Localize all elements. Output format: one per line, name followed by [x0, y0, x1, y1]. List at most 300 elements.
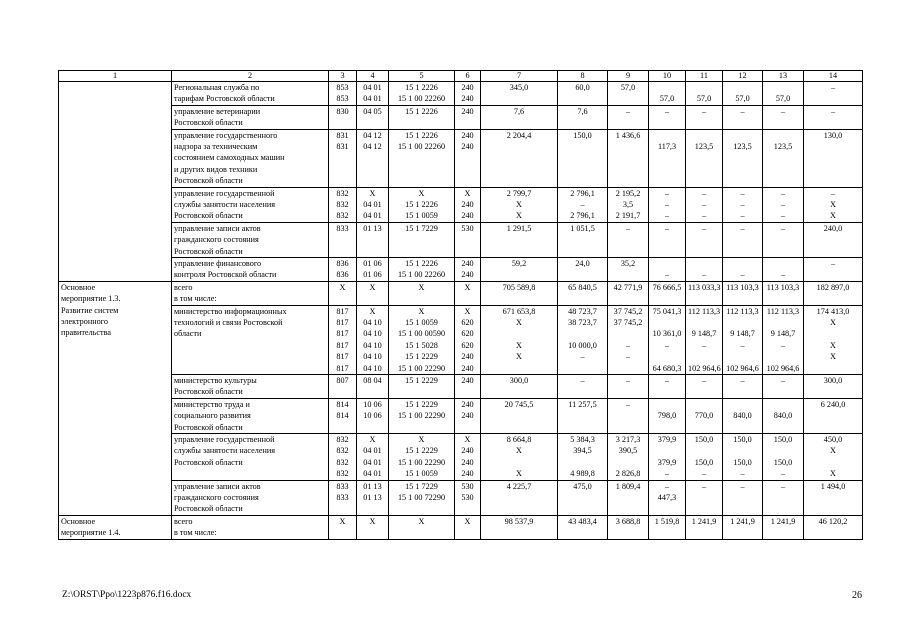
- cell-line: 15 1 00 22260: [397, 141, 446, 151]
- value-cell: [389, 222, 455, 257]
- value-cell: [763, 515, 804, 539]
- cell-line: управление государственного: [174, 130, 278, 140]
- cell-line: 04 01: [363, 457, 382, 467]
- cell-line: [483, 492, 555, 503]
- cell-line: 10 000,0: [568, 340, 597, 350]
- value-cell: [481, 374, 558, 398]
- cell-line: правительства: [61, 328, 111, 338]
- cell-line: 15 1 2226: [405, 258, 438, 268]
- header-cell: 8: [558, 71, 608, 82]
- cell-line: 20 745,5: [504, 399, 534, 409]
- value-cell: [804, 515, 863, 539]
- table-row: [59, 129, 863, 187]
- cell-line: X: [418, 516, 425, 526]
- cell-line: состоянием самоходных машин: [174, 153, 285, 163]
- cell-line: 57,0: [659, 94, 675, 104]
- value-cell: [763, 374, 804, 398]
- cell-line: –: [701, 469, 707, 479]
- cell-line: –: [664, 223, 670, 233]
- cell-line: [651, 130, 683, 141]
- cell-line: X: [830, 199, 836, 209]
- cell-line: –: [780, 469, 786, 479]
- cell-line: 130,0: [823, 130, 843, 140]
- cell-line: X: [830, 352, 836, 362]
- cell-line: 620: [461, 340, 474, 350]
- cell-line: 117,3: [657, 141, 677, 151]
- cell-line: –: [740, 106, 745, 116]
- cell-line: –: [830, 106, 836, 116]
- value-cell: [723, 222, 763, 257]
- cell-line: 240: [461, 106, 474, 116]
- cell-line: надзора за техническим: [174, 141, 258, 151]
- footer-page-number: 26: [852, 590, 862, 601]
- value-cell: [686, 281, 723, 305]
- cell-line: [688, 317, 720, 328]
- executor-cell: [172, 129, 329, 187]
- value-cell: [357, 374, 389, 398]
- cell-line: –: [664, 481, 670, 491]
- cell-line: Ростовской области: [174, 176, 243, 186]
- value-cell: [608, 105, 649, 129]
- cell-line: [483, 410, 555, 421]
- value-cell: [481, 129, 558, 187]
- cell-line: X: [418, 306, 425, 316]
- header-cell: 1: [59, 71, 172, 82]
- cell-line: [610, 492, 646, 503]
- value-cell: [455, 129, 481, 187]
- cell-line: 15 1 2229: [405, 375, 438, 385]
- table-row: [59, 398, 863, 433]
- cell-line: 112 113,3: [766, 306, 800, 316]
- value-cell: [723, 105, 763, 129]
- cell-line: –: [740, 270, 745, 280]
- cell-line: X: [464, 306, 471, 316]
- table-row: [59, 257, 863, 281]
- cell-line: –: [664, 106, 670, 116]
- cell-line: 15 1 0059: [405, 211, 438, 221]
- cell-line: –: [701, 481, 707, 491]
- executor-cell: [172, 480, 329, 515]
- cell-line: X: [369, 516, 376, 526]
- cell-line: –: [780, 340, 786, 350]
- cell-line: 15 1 7229: [405, 481, 438, 491]
- cell-line: –: [740, 481, 745, 491]
- cell-line: 705 589,8: [502, 282, 536, 292]
- cell-line: 113 103,3: [766, 282, 800, 292]
- cell-line: 15 1 2226: [405, 130, 438, 140]
- cell-line: 123,5: [773, 141, 793, 151]
- cell-line: [688, 492, 720, 503]
- table-row: [59, 374, 863, 398]
- cell-line: 150,0: [694, 434, 714, 444]
- cell-line: Развитие систем: [61, 305, 119, 315]
- cell-line: 15 1 2229: [405, 399, 438, 409]
- value-cell: [455, 187, 481, 222]
- value-cell: [558, 433, 608, 480]
- value-cell: [804, 281, 863, 305]
- value-cell: [804, 105, 863, 129]
- cell-line: 10 06: [363, 411, 382, 421]
- value-cell: [357, 129, 389, 187]
- value-cell: [649, 257, 686, 281]
- cell-line: X: [830, 340, 836, 350]
- cell-line: 6 240,0: [820, 399, 846, 409]
- cell-line: 1 291,5: [506, 223, 532, 233]
- value-cell: [558, 374, 608, 398]
- header-cell: 12: [723, 71, 763, 82]
- cell-line: 1 241,9: [770, 516, 796, 526]
- cell-line: гражданского состояния: [174, 492, 259, 502]
- cell-line: X: [464, 282, 471, 292]
- cell-line: 150,0: [733, 434, 752, 444]
- cell-line: [725, 258, 760, 269]
- value-cell: [686, 82, 723, 106]
- cell-line: 1 519,8: [654, 516, 680, 526]
- cell-line: 04 01: [363, 83, 382, 92]
- cell-line: 379,9: [657, 457, 677, 467]
- cell-line: 345,0: [509, 83, 529, 92]
- value-cell: [357, 281, 389, 305]
- value-cell: [723, 398, 763, 433]
- table-row: [59, 515, 863, 539]
- cell-line: 530: [461, 223, 474, 233]
- executor-cell: [172, 374, 329, 398]
- value-cell: [329, 257, 357, 281]
- cell-line: [651, 317, 683, 328]
- cell-line: –: [580, 352, 585, 362]
- value-cell: [558, 187, 608, 222]
- cell-line: [483, 141, 555, 152]
- cell-line: –: [740, 199, 745, 209]
- cell-line: –: [740, 469, 745, 479]
- cell-line: 240: [461, 141, 474, 151]
- value-cell: [329, 129, 357, 187]
- value-cell: [329, 222, 357, 257]
- cell-line: 102 964,6: [726, 363, 759, 373]
- cell-line: 240: [461, 130, 474, 140]
- cell-line: –: [740, 375, 745, 385]
- cell-line: –: [625, 106, 631, 116]
- value-cell: [649, 105, 686, 129]
- cell-line: [725, 445, 760, 456]
- value-cell: [481, 257, 558, 281]
- value-cell: [389, 480, 455, 515]
- value-cell: [389, 515, 455, 539]
- value-cell: [558, 515, 608, 539]
- cell-line: [610, 269, 646, 280]
- cell-line: –: [780, 199, 786, 209]
- value-cell: [763, 433, 804, 480]
- cell-line: [560, 492, 605, 503]
- value-cell: [455, 82, 481, 106]
- value-cell: [389, 398, 455, 433]
- cell-line: –: [625, 375, 631, 385]
- cell-line: X: [464, 516, 471, 526]
- cell-line: управление финансового: [174, 258, 262, 268]
- value-cell: [763, 305, 804, 374]
- cell-line: [560, 141, 605, 152]
- cell-line: [651, 258, 683, 269]
- header-cell: 3: [329, 71, 357, 82]
- header-cell: 6: [455, 71, 481, 82]
- cell-line: –: [625, 223, 631, 233]
- cell-line: X: [369, 188, 376, 198]
- cell-line: 2 195,2: [615, 188, 641, 198]
- value-cell: [649, 515, 686, 539]
- cell-line: 15 1 00 72290: [397, 492, 446, 502]
- cell-line: –: [780, 106, 786, 116]
- cell-line: 04 01: [363, 199, 382, 209]
- executor-cell: [172, 187, 329, 222]
- cell-line: 3 217,3: [615, 434, 641, 444]
- cell-line: социального развития: [174, 411, 251, 421]
- cell-line: области: [174, 329, 202, 339]
- value-cell: [649, 187, 686, 222]
- cell-line: X: [830, 469, 836, 479]
- cell-line: 447,3: [657, 492, 677, 502]
- cell-line: 3 688,8: [615, 516, 641, 526]
- cell-line: 2 826,8: [615, 469, 641, 479]
- cell-line: [560, 328, 605, 339]
- executor-cell: [172, 433, 329, 480]
- cell-line: X: [339, 516, 346, 526]
- cell-line: тарифам Ростовской области: [174, 94, 275, 104]
- cell-line: 15 1 5028: [405, 340, 438, 350]
- cell-line: [483, 328, 555, 339]
- cell-line: 817: [336, 306, 349, 316]
- cell-line: 59,2: [511, 258, 527, 268]
- value-cell: [455, 374, 481, 398]
- cell-line: 240: [461, 446, 474, 456]
- cell-line: 150,0: [773, 434, 793, 444]
- cell-line: 840,0: [773, 411, 793, 421]
- cell-line: 123,5: [733, 141, 752, 151]
- value-cell: [455, 433, 481, 480]
- cell-line: 04 10: [363, 363, 382, 373]
- cell-line: 123,5: [694, 141, 714, 151]
- cell-line: 15 1 00 22260: [397, 270, 446, 280]
- value-cell: [558, 105, 608, 129]
- value-cell: [329, 480, 357, 515]
- cell-line: –: [740, 340, 745, 350]
- cell-line: 04 10: [363, 317, 382, 327]
- value-cell: [723, 305, 763, 374]
- value-cell: [558, 480, 608, 515]
- cell-line: 04 10: [363, 352, 382, 362]
- cell-line: 830: [336, 106, 349, 116]
- value-cell: [357, 257, 389, 281]
- cell-line: 174 413,0: [816, 306, 850, 316]
- cell-line: 836: [336, 258, 349, 268]
- value-cell: [649, 374, 686, 398]
- cell-line: 112 113,3: [688, 306, 721, 316]
- value-cell: [723, 480, 763, 515]
- value-cell: [481, 222, 558, 257]
- cell-line: 04 01: [363, 211, 382, 221]
- cell-line: 9 148,7: [691, 329, 717, 339]
- cell-line: 394,5: [573, 446, 592, 456]
- value-cell: [723, 281, 763, 305]
- cell-line: –: [780, 188, 786, 198]
- value-cell: [558, 398, 608, 433]
- cell-line: 240: [461, 258, 474, 268]
- value-cell: [558, 305, 608, 374]
- cell-line: 98 537,9: [504, 516, 534, 526]
- cell-line: 46 120,2: [818, 516, 848, 526]
- cell-line: Ростовской области: [174, 211, 243, 221]
- cell-line: –: [701, 188, 707, 198]
- cell-line: 08 04: [363, 375, 382, 385]
- value-cell: [608, 281, 649, 305]
- value-cell: [389, 433, 455, 480]
- value-cell: [763, 398, 804, 433]
- value-cell: [608, 305, 649, 374]
- cell-line: и других видов техники: [174, 164, 258, 174]
- cell-line: 7,6: [577, 106, 588, 116]
- cell-line: 38 723,7: [568, 317, 597, 327]
- cell-line: [610, 93, 646, 104]
- cell-line: 48 723,7: [568, 306, 597, 316]
- cell-line: [651, 82, 683, 93]
- cell-line: 1 494,0: [820, 481, 846, 491]
- cell-line: Региональная служба по: [174, 83, 260, 92]
- cell-line: [560, 410, 605, 421]
- cell-line: 113 103,3: [726, 282, 759, 292]
- cell-line: 832: [336, 188, 349, 198]
- cell-line: [688, 130, 720, 141]
- header-cell: 13: [763, 71, 804, 82]
- cell-line: 1 241,9: [691, 516, 717, 526]
- value-cell: [686, 257, 723, 281]
- value-cell: [804, 480, 863, 515]
- cell-line: в том числе:: [174, 528, 217, 538]
- value-cell: [686, 305, 723, 374]
- cell-line: 04 01: [363, 469, 382, 479]
- value-cell: [763, 480, 804, 515]
- cell-line: 832: [336, 211, 349, 221]
- cell-line: 15 1 0059: [405, 317, 438, 327]
- cell-line: 15 1 00 22260: [397, 94, 446, 104]
- value-cell: [329, 281, 357, 305]
- cell-line: 379,9: [657, 434, 677, 444]
- cell-line: 15 1 00 22290: [397, 363, 446, 373]
- cell-line: X: [369, 306, 376, 316]
- value-cell: [723, 433, 763, 480]
- cell-line: 64 680,3: [652, 363, 682, 373]
- value-cell: [804, 257, 863, 281]
- value-cell: [389, 374, 455, 398]
- cell-line: X: [516, 317, 522, 327]
- value-cell: [649, 480, 686, 515]
- cell-line: электронного: [61, 316, 108, 326]
- value-cell: [481, 82, 558, 106]
- cell-line: –: [625, 352, 631, 362]
- cell-line: всего: [174, 516, 193, 526]
- cell-line: [610, 141, 646, 152]
- cell-line: 10 06: [363, 399, 382, 409]
- value-cell: [649, 305, 686, 374]
- cell-line: [610, 457, 646, 468]
- value-cell: [608, 82, 649, 106]
- value-cell: [686, 129, 723, 187]
- executor-cell: [172, 222, 329, 257]
- cell-line: [765, 399, 801, 410]
- value-cell: [608, 433, 649, 480]
- value-cell: [804, 82, 863, 106]
- cell-line: [806, 410, 860, 421]
- cell-line: 853: [336, 94, 349, 104]
- cell-line: [765, 492, 801, 503]
- cell-line: [560, 269, 605, 280]
- value-cell: [357, 515, 389, 539]
- cell-line: 10 361,0: [652, 329, 682, 339]
- cell-line: 57,0: [775, 94, 791, 104]
- cell-line: управление государственной: [174, 434, 275, 444]
- value-cell: [763, 82, 804, 106]
- cell-line: 814: [336, 411, 349, 421]
- cell-line: 814: [336, 399, 349, 409]
- cell-line: технологий и связи Ростовской: [174, 317, 283, 327]
- value-cell: [686, 374, 723, 398]
- cell-line: 807: [336, 375, 349, 385]
- cell-line: [806, 141, 860, 152]
- cell-line: Ростовской области: [174, 422, 243, 432]
- cell-line: службы занятости населения: [174, 199, 276, 209]
- cell-line: 150,0: [733, 457, 752, 467]
- cell-line: 04 01: [363, 94, 382, 104]
- cell-line: 01 13: [363, 223, 382, 233]
- cell-line: 390,5: [618, 446, 638, 456]
- cell-line: 831: [336, 130, 349, 140]
- value-cell: [389, 281, 455, 305]
- cell-line: 240: [461, 469, 474, 479]
- value-cell: [804, 374, 863, 398]
- value-cell: [804, 305, 863, 374]
- value-cell: [649, 82, 686, 106]
- table-row: [59, 281, 863, 305]
- cell-line: –: [780, 211, 786, 221]
- cell-line: [765, 130, 801, 141]
- cell-line: 832: [336, 469, 349, 479]
- cell-line: –: [740, 188, 745, 198]
- cell-line: 817: [336, 329, 349, 339]
- value-cell: [723, 129, 763, 187]
- cell-line: 57,0: [620, 83, 636, 92]
- cell-line: X: [830, 211, 836, 221]
- value-cell: [686, 222, 723, 257]
- cell-line: 04 10: [363, 340, 382, 350]
- table-row: [59, 480, 863, 515]
- cell-line: 37 745,2: [613, 317, 643, 327]
- cell-line: [806, 328, 860, 339]
- cell-line: [806, 492, 860, 503]
- value-cell: [389, 305, 455, 374]
- value-cell: [455, 480, 481, 515]
- value-cell: [723, 187, 763, 222]
- cell-line: 04 01: [363, 446, 382, 456]
- cell-line: –: [701, 223, 707, 233]
- cell-line: 240: [461, 211, 474, 221]
- cell-line: 671 653,8: [502, 306, 536, 316]
- value-cell: [608, 129, 649, 187]
- value-cell: [389, 187, 455, 222]
- value-cell: [649, 281, 686, 305]
- cell-line: 15 1 2226: [405, 106, 438, 116]
- cell-line: –: [830, 83, 836, 92]
- cell-line: 2 796,1: [570, 188, 595, 198]
- executor-cell: [172, 398, 329, 433]
- cell-line: X: [830, 317, 836, 327]
